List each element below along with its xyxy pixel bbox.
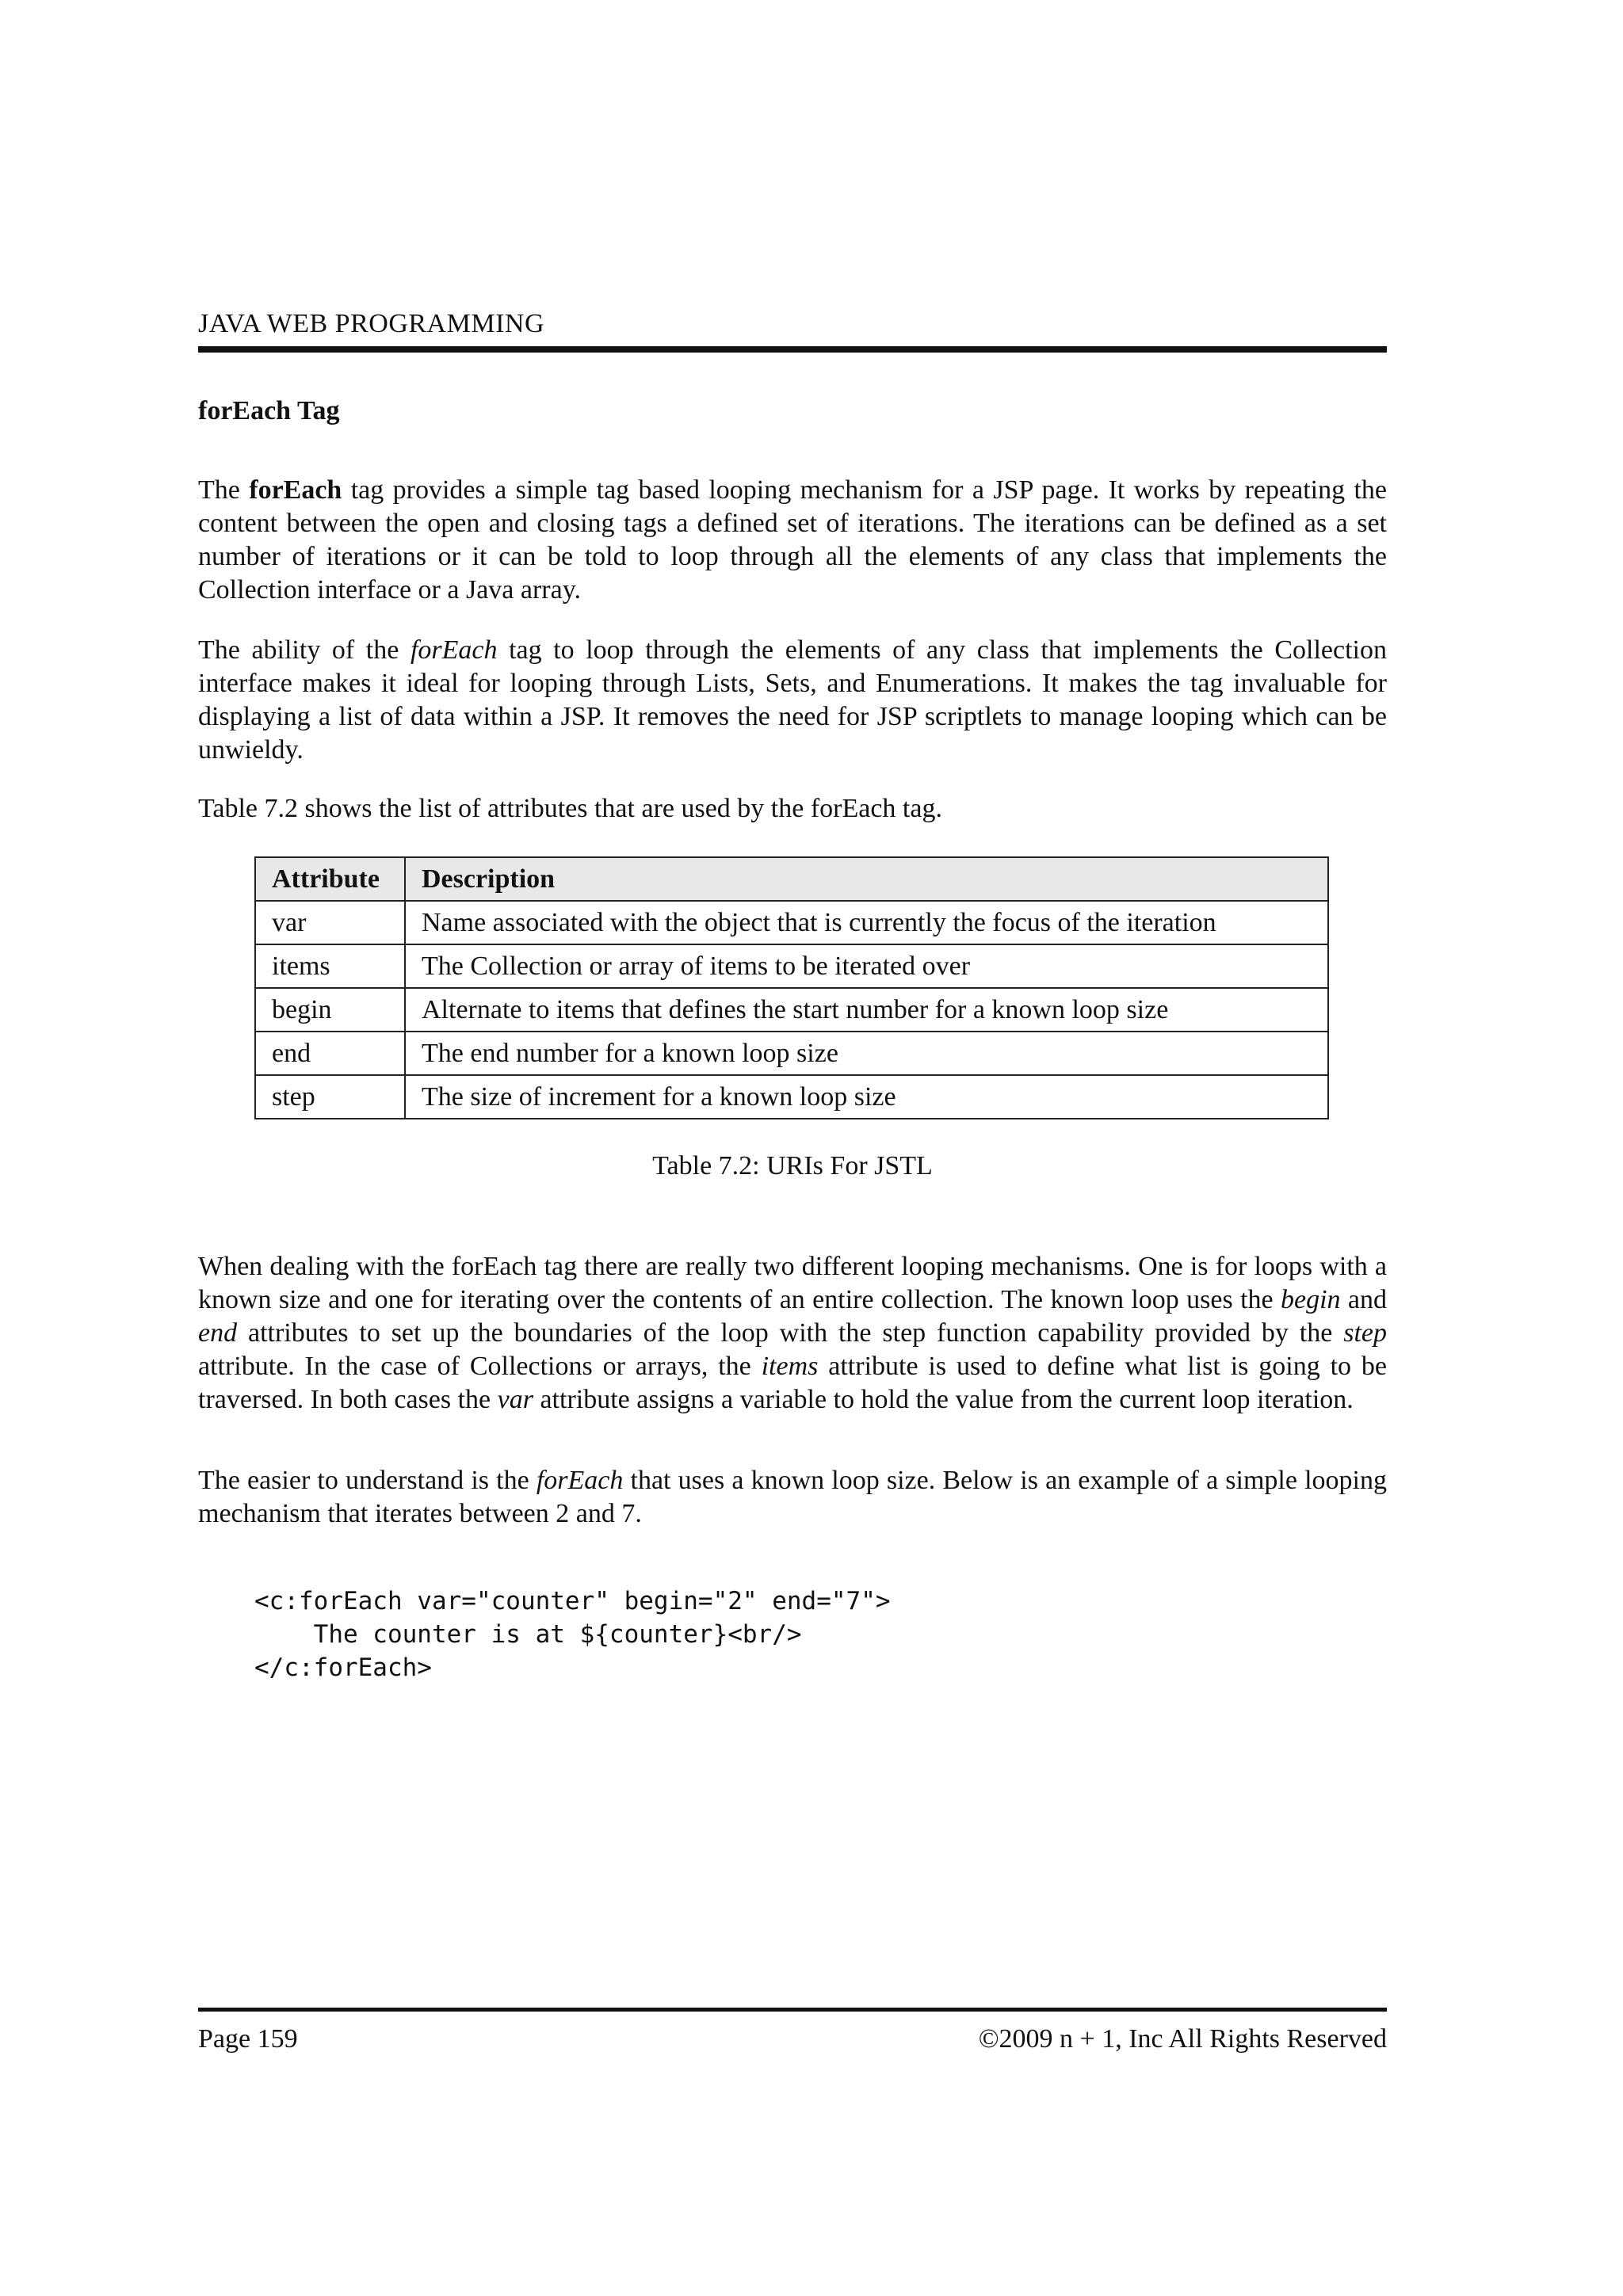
attribute-cell: end <box>255 1032 405 1075</box>
description-cell: The size of increment for a known loop size <box>405 1075 1328 1119</box>
text-run-italic: var <box>497 1385 533 1414</box>
header-rule <box>198 346 1387 353</box>
table-row <box>255 988 1328 1032</box>
text-run: attribute assigns a variable to hold the value from the current loop iteration. <box>533 1385 1354 1414</box>
copyright-notice: ©2009 n + 1, Inc All Rights Reserved <box>978 2024 1387 2054</box>
text-run: and <box>1340 1285 1387 1314</box>
description-cell: Name associated with the object that is currently the focus of the iteration <box>405 901 1328 944</box>
table-caption: Table 7.2: URIs For JSTL <box>652 1151 933 1180</box>
paragraph-intro <box>198 474 1387 607</box>
text-run: attributes to set up the boundaries of the loop with the step function capability provided by the <box>237 1318 1344 1348</box>
text-run-bold: forEach <box>249 475 342 505</box>
text-run: that uses a known loop size. Below is an example of a simple looping mechanism that iterates between 2 and 7. <box>198 1466 1387 1528</box>
code-example <box>254 1585 891 1684</box>
text-run-italic: end <box>198 1318 238 1348</box>
header-attribute: Attribute <box>255 857 405 901</box>
text-run: The easier to understand is the <box>198 1466 537 1495</box>
code-line: <c:forEach var="counter" begin="2" end="7"> <box>254 1587 891 1615</box>
text-run: tag provides a simple tag based looping mechanism for a JSP page. It works by repeating the content between the open and closing tags a defined set of iterations. The iterations can be defined as a set number of iterations or it can be told to loop through all the elements of any class that implements the Collection interface or a Java array. <box>198 475 1388 605</box>
header-description: Description <box>405 857 1328 901</box>
description-cell: The end number for a known loop size <box>405 1032 1328 1075</box>
table-header-row <box>255 857 1328 901</box>
text-run: The <box>198 475 250 505</box>
attributes-table <box>254 856 1329 1119</box>
text-run-italic: step <box>1343 1318 1387 1348</box>
description-cell: The Collection or array of items to be iterated over <box>405 944 1328 988</box>
text-run: The ability of the <box>198 635 411 665</box>
code-line: The counter is at ${counter}<br/> <box>254 1620 802 1649</box>
attribute-cell: items <box>255 944 405 988</box>
text-run-italic: items <box>761 1352 819 1381</box>
running-header: JAVA WEB PROGRAMMING <box>198 309 544 338</box>
code-line: </c:forEach> <box>254 1653 432 1682</box>
text-run: attribute is used to define what list is going to be traversed. In both cases the <box>198 1352 1387 1414</box>
attribute-cell: step <box>255 1075 405 1119</box>
paragraph-example-intro <box>198 1464 1387 1531</box>
attribute-cell: var <box>255 901 405 944</box>
page-number: Page 159 <box>198 2024 298 2054</box>
text-run-italic: forEach <box>536 1466 624 1495</box>
table-row <box>255 901 1328 944</box>
description-cell: Alternate to items that defines the start number for a known loop size <box>405 988 1328 1032</box>
text-run: When dealing with the forEach tag there are really two different looping mechanisms. One is for loops with a known size and one for iterating over the contents of an entire collection. The known loop uses the <box>198 1252 1387 1314</box>
text-run-italic: forEach <box>410 635 498 665</box>
table-row <box>255 1075 1328 1119</box>
text-run: attribute. In the case of Collections or arrays, the <box>198 1352 762 1381</box>
paragraph-mechanisms <box>198 1250 1387 1417</box>
text-run-italic: begin <box>1281 1285 1341 1314</box>
paragraph-collection <box>198 634 1387 767</box>
footer-rule <box>198 2008 1387 2012</box>
table-row <box>255 944 1328 988</box>
text-run: tag to loop through the elements of any class that implements the Collection interface makes it ideal for looping through Lists, Sets, and Enumerations. It makes the tag invaluable for displaying a list of data within a JSP. It removes the need for JSP scriptlets to manage looping which can be unwieldy. <box>198 635 1387 765</box>
paragraph-table-ref: Table 7.2 shows the list of attributes that are used by the forEach tag. <box>198 794 942 823</box>
table-row <box>255 1032 1328 1075</box>
section-heading: forEach Tag <box>198 396 340 425</box>
attribute-cell: begin <box>255 988 405 1032</box>
